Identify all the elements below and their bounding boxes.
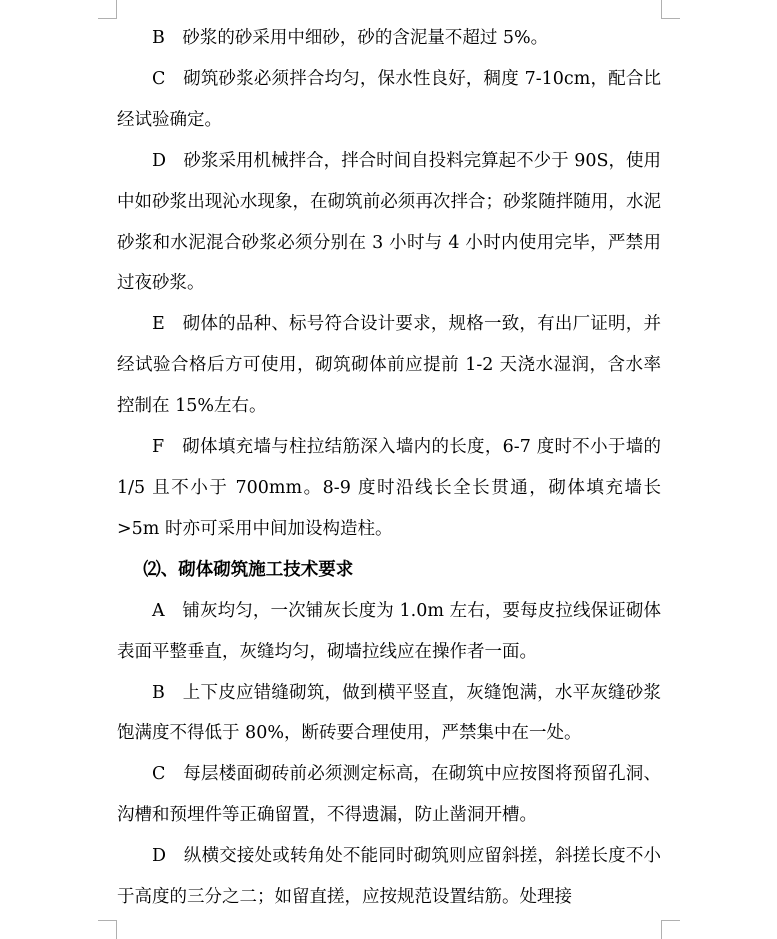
paragraph-b-staggered-joints: B 上下皮应错缝砌筑，做到横平竖直，灰缝饱满，水平灰缝砂浆饱满度不得低于 80%，断砖要合理使用，严禁集中在一处。 xyxy=(117,682,661,744)
paragraph-d-corner-joints: D 纵横交接处或转角处不能同时砌筑则应留斜搓，斜搓长度不小于高度的三分之二；如留直搓，应按规范设置结筋。处理接 xyxy=(117,846,661,908)
paragraph-d-machine-mixing: D 砂浆采用机械拌合，拌合时间自投料完算起不少于 90S，使用中如砂浆出现沁水现象，在砌筑前必须再次拌合；砂浆随拌随用，水泥砂浆和水泥混合砂浆必须分别在 3 小时与 4 小时内使用完毕，严禁用过夜砂浆。 xyxy=(117,150,661,294)
paragraph-c-elevation: C 每层楼面砌砖前必须测定标高，在砌筑中应按图将预留孔洞、沟槽和预埋件等正确留置，不得遗漏，防止凿洞开槽。 xyxy=(117,764,661,826)
document-body xyxy=(117,18,661,918)
page-corner-mark-bottom-right xyxy=(661,920,680,939)
paragraph-e-masonry-grade: E 砌体的品种、标号符合设计要求，规格一致，有出厂证明，并经试验合格后方可使用，砌筑砌体前应提前 1-2 天浇水湿润，含水率控制在 15%左右。 xyxy=(117,314,661,417)
paragraph-c-mixing: C 砌筑砂浆必须拌合均匀，保水性良好，稠度 7-10cm，配合比经试验确定。 xyxy=(117,68,661,130)
page-corner-mark-top-right xyxy=(661,0,680,19)
page-corner-mark-top-left xyxy=(98,0,117,19)
paragraph-b-sand: B 砂浆的砂采用中细砂，砂的含泥量不超过 5%。 xyxy=(152,28,549,48)
page-corner-mark-bottom-left xyxy=(98,920,117,939)
section-heading: ⑵、砌体砌筑施工技术要求 xyxy=(143,559,354,580)
paragraph-a-mortar-spreading: A 铺灰均匀，一次铺灰长度为 1.0m 左右，要每皮拉线保证砌体表面平整垂直，灰缝均匀，砌墙拉线应在操作者一面。 xyxy=(117,600,661,662)
paragraph-f-tie-bars: F 砌体填充墙与柱拉结筋深入墙内的长度，6-7 度时不小于墙的 1/5 且不小于 700mm。8-9 度时沿线长全长贯通，砌体填充墙长>5m 时亦可采用中间加设构造柱。 xyxy=(117,437,661,539)
